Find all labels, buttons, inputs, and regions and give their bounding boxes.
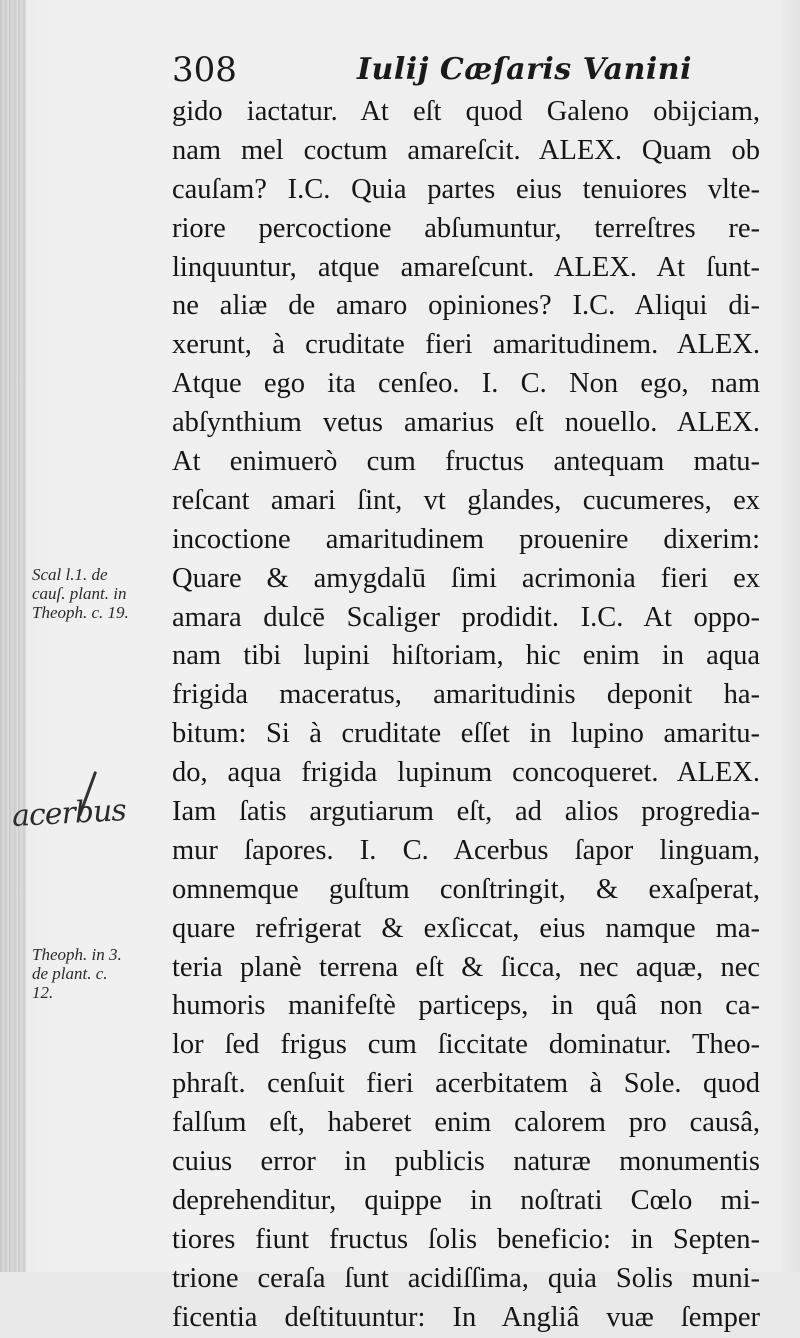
text-line: ficentia deſtituuntur: In Angliâ vuæ ſemper: [172, 1301, 760, 1333]
text-line: ne aliæ de amaro opiniones? I.C. Aliqui di-: [172, 290, 760, 322]
text-line: deprehenditur, quippe in noſtrati Cœlo mi-: [172, 1184, 760, 1216]
margin-note-line: 12.: [32, 983, 54, 1002]
text-line: bitum: Si à cruditate eſſet in lupino amaritu-: [172, 718, 760, 750]
text-line: do, aqua frigida lupinum concoqueret. ALEX.: [172, 757, 760, 789]
text-line: humoris manifeſtè particeps, in quâ non ca-: [172, 990, 760, 1022]
text-line: xerunt, à cruditate fieri amaritudinem. ALEX.: [172, 329, 760, 361]
text-line: nam mel coctum amareſcit. ALEX. Quam ob: [172, 134, 760, 166]
text-line: cauſam? I.C. Quia partes eius tenuiores vlte-: [172, 173, 760, 205]
text-line: trione ceraſa ſunt acidiſſima, quia Solis muni-: [172, 1262, 760, 1294]
page-number: 308: [172, 50, 237, 90]
margin-note-line: de plant. c.: [32, 964, 108, 983]
text-line: Atque ego ita cenſeo. I. C. Non ego, nam: [172, 368, 760, 400]
text-line: lor ſed frigus cum ſiccitate dominatur. Theo-: [172, 1029, 760, 1061]
text-line: gido iactatur. At eſt quod Galeno obijciam,: [172, 96, 760, 127]
text-line: linquuntur, atque amareſcunt. ALEX. At ſunt-: [172, 251, 760, 283]
text-line: phraſt. cenſuit fieri acerbitatem à Sole. quod: [172, 1068, 760, 1100]
text-line: cuius error in publicis naturæ monumentis: [172, 1146, 760, 1178]
running-head: Iulij Cæſaris Vanini: [357, 52, 693, 87]
margin-note-scaliger: [32, 565, 172, 622]
text-line: reſcant amari ſint, vt glandes, cucumeres, ex: [172, 484, 760, 516]
text-line: omnemque guſtum conſtringit, & exaſperat,: [172, 873, 760, 905]
text-line: Iam ſatis argutiarum eſt, ad alios progredia-: [172, 796, 760, 828]
text-line: falſum eſt, haberet enim calorem pro causâ,: [172, 1107, 760, 1139]
text-line: incoctione amaritudinem prouenire dixerim:: [172, 523, 760, 555]
handwritten-annotation: acerbus: [11, 793, 127, 834]
margin-note-line: cauſ. plant. in: [32, 584, 127, 603]
margin-note-line: Scal l.1. de: [32, 565, 108, 584]
text-line: riore percoctione abſumuntur, terreſtres re-: [172, 212, 760, 244]
body-text: [172, 93, 760, 1338]
text-line: frigida maceratus, amaritudinis deponit ha-: [172, 679, 760, 711]
margin-note-line: Theoph. in 3.: [32, 945, 122, 964]
text-line: Quare & amygdalū ſimi acrimonia fieri ex: [172, 562, 760, 594]
margin-note-theophrastus: [32, 945, 172, 1002]
margin-note-line: Theoph. c. 19.: [32, 603, 129, 622]
text-line: quare refrigerat & exſiccat, eius namque ma-: [172, 912, 760, 944]
text-line: tiores fiunt fructus ſolis beneficio: in Septen-: [172, 1223, 760, 1255]
text-line: mur ſapores. I. C. Acerbus ſapor linguam,: [172, 834, 760, 866]
text-line: abſynthium vetus amarius eſt nouello. ALEX.: [172, 407, 760, 439]
text-line: teria planè terrena eſt & ſicca, nec aquæ, nec: [172, 951, 760, 983]
text-line: At enimuerò cum fructus antequam matu-: [172, 446, 760, 478]
text-line: amara dulcē Scaliger prodidit. I.C. At oppo-: [172, 601, 760, 633]
page-binding-edge: [0, 0, 26, 1272]
text-line: nam tibi lupini hiſtoriam, hic enim in aqua: [172, 640, 760, 672]
page-header: [172, 44, 752, 96]
